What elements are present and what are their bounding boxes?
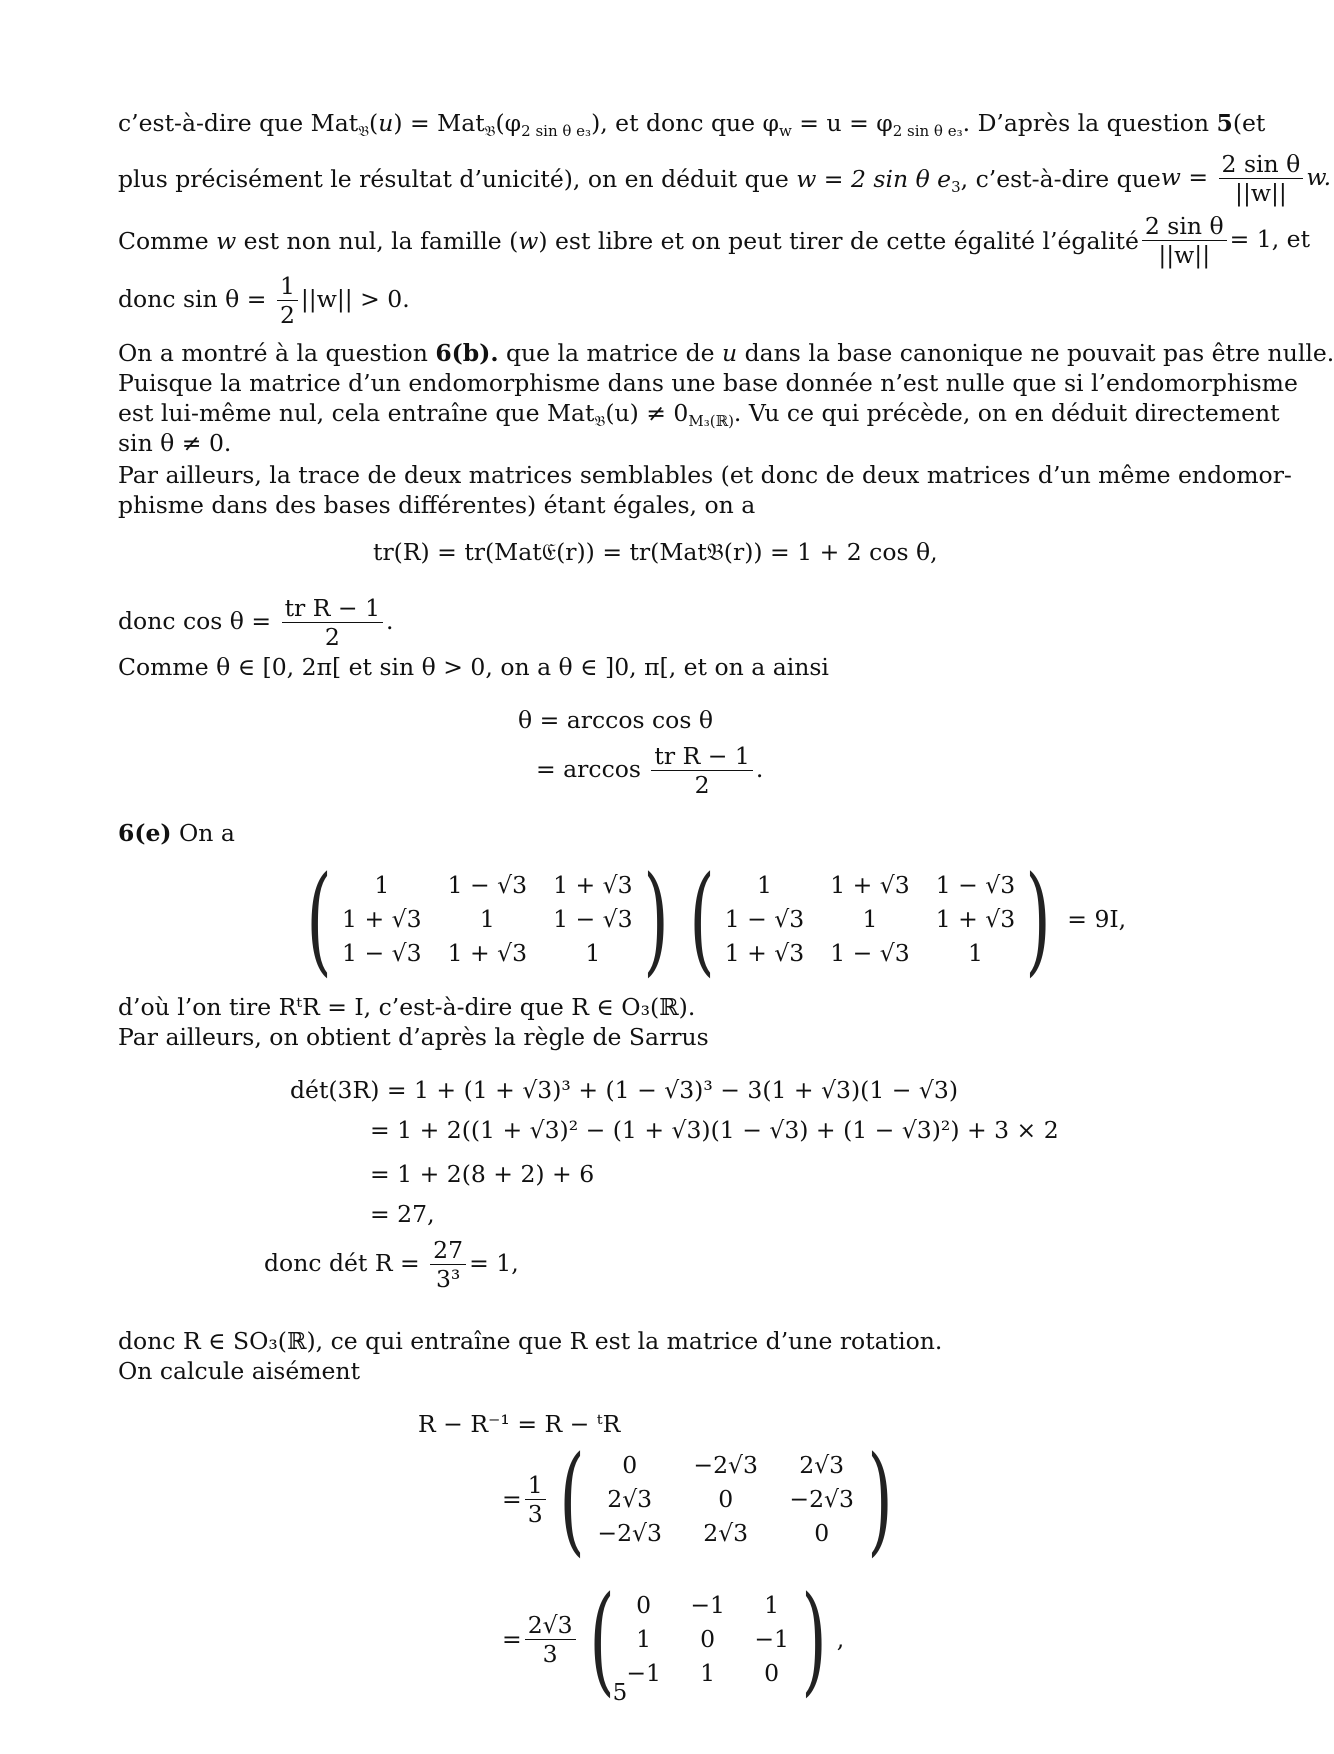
antisym-line-1: R − R⁻¹ = R − ᵗR: [418, 1410, 621, 1438]
det-line-4: = 27,: [370, 1200, 435, 1228]
page-number: 5: [612, 1680, 628, 1706]
matrix-cell: 0: [636, 1591, 652, 1619]
antisym-matrix-1-row: = $\frac{1}{3}$ ( 0 −2√3 2√3 2√3 0 −2√3 −2√3 2√3 0 ): [502, 1430, 893, 1568]
para1-line-1: On a montré à la question 6(b). que la matrice de u dans la base canonique ne pouvait pas être nulle.: [118, 339, 1334, 367]
after-product-line-1: d’où l’on tire RᵗR = I, c’est-à-dire que R ∈ O₃(ℝ).: [118, 993, 696, 1021]
det-line-1: dét(3R) = 1 + (1 + √3)³ + (1 − √3)³ − 3(1 + √3)(1 − √3): [290, 1076, 959, 1104]
matrix-cell: 0: [814, 1519, 830, 1547]
matrix-cell: 0: [700, 1625, 716, 1653]
question-ref-6e: 6(e): [118, 819, 172, 847]
matrix-cell: 1 + √3: [935, 905, 1016, 933]
after-product-line-2: Par ailleurs, on obtient d’après la règle de Sarrus: [118, 1023, 709, 1051]
trace-equation: tr(R) = tr(Mat𝔈(r)) = tr(Mat𝔅(r)) = 1 + 2 cos θ,: [373, 538, 938, 566]
antisym-matrix-2-row: = $\frac{2√3}{3}$ ( 0 −1 1 1 0 −1 −1 1 0 ) ,: [502, 1570, 845, 1708]
intro-line-3: Comme w est non nul, la famille (w) est libre et on peut tirer de cette égalité l’égalité $\frac{\text{2 sin θ}}{||w||}$ = 1, et: [118, 212, 1311, 269]
theta-eq-line-1: θ = arccos cos θ: [518, 706, 714, 734]
matrix-cell: 0: [718, 1485, 734, 1513]
matrix-cell: 1 − √3: [553, 905, 633, 933]
matrix-cell: 1 + √3: [830, 871, 910, 899]
para1-line-2: Puisque la matrice d’un endomorphisme dans une base donnée n’est nulle que si l’endomorphisme: [118, 369, 1298, 397]
para1-line-5: Par ailleurs, la trace de deux matrices semblables (et donc de deux matrices d’un même endomor-: [118, 461, 1292, 489]
fraction-2sin-over-norm-2: $\frac{\text{2 sin θ}}{||w||}$: [1142, 212, 1227, 269]
matrix-cell: 2√3: [799, 1451, 845, 1479]
matrix-cell: 1: [756, 871, 772, 899]
matrix-cell: −1: [626, 1659, 661, 1687]
fraction-one-half: $\frac{1}{2}$: [277, 272, 298, 329]
fraction-27-over-27: $\frac{27}{\text{3³}}$: [430, 1236, 466, 1293]
matrix-left: [342, 870, 633, 968]
theta-range-line: Comme θ ∈ [0, 2π[ et sin θ > 0, on a θ ∈ ]0, π[, et on a ainsi: [118, 653, 829, 681]
matrix-cell: 1 − √3: [447, 871, 528, 899]
matrix-cell: −2√3: [693, 1451, 758, 1479]
cos-line: donc cos θ = $\frac{\text{tr R − 1}}{2}$ .: [118, 594, 394, 651]
matrix-cell: −1: [690, 1591, 725, 1619]
matrix-cell: 1: [636, 1625, 652, 1653]
question-ref-6b: 6(b).: [435, 339, 499, 367]
fraction-one-third: $\frac{1}{3}$: [525, 1471, 546, 1528]
matrix-cell: 2√3: [607, 1485, 653, 1513]
matrix-cell: 1: [479, 905, 495, 933]
question-6e-heading: 6(e) On a: [118, 819, 235, 847]
matrix-product-result: = 9I,: [1067, 905, 1127, 933]
matrix-cell: 0: [764, 1659, 780, 1687]
para1-line-6: phisme dans des bases différentes) étant égales, on a: [118, 491, 756, 519]
matrix-cell: 1 − √3: [724, 905, 805, 933]
det-line-2: = 1 + 2((1 + √3)² − (1 + √3)(1 − √3) + (1 − √3)²) + 3 × 2: [370, 1116, 1059, 1144]
matrix-cell: 1 − √3: [342, 939, 422, 967]
matrix-cell: 2√3: [703, 1519, 749, 1547]
matrix-cell: 1: [862, 905, 878, 933]
theta-eq-line-2: = arccos $\frac{\text{tr R − 1}}{2}$ .: [536, 742, 764, 799]
fraction-trace-2: $\frac{\text{tr R − 1}}{2}$: [651, 742, 752, 799]
matrix-cell: 1: [764, 1591, 780, 1619]
matrix-product: ( 1 1 − √3 1 + √3 1 + √3 1 1 − √3 1 − √3 1 + √3 1 ) ( 1 1 + √3 1 − √3 1 − √3 1 1 + √3 1 + √3 1 − √3 1 ) = 9I,: [306, 850, 1127, 988]
det-line-3: = 1 + 2(8 + 2) + 6: [370, 1160, 595, 1188]
matrix-right: [725, 870, 1016, 968]
antisym-matrix-1: [595, 1450, 857, 1548]
para1-line-3: est lui-même nul, cela entraîne que $Mat_𝔅(u) \ne 0_{M_3(ℝ)}$. Vu ce qui précède, on en déduit directement: [118, 399, 1280, 430]
matrix-cell: 1: [374, 871, 390, 899]
matrix-cell: 1: [968, 939, 983, 967]
question-ref-5: 5: [1216, 109, 1233, 137]
matrix-cell: 1 + √3: [342, 905, 422, 933]
matrix-cell: −1: [754, 1625, 789, 1653]
antisym-matrix-2: [625, 1590, 791, 1688]
det-line-5: donc dét R = $\frac{27}{\text{3³}}$ = 1,: [264, 1236, 519, 1293]
para1-line-4: sin θ ≠ 0.: [118, 429, 232, 457]
matrix-cell: −2√3: [597, 1519, 662, 1547]
matrix-cell: 1: [700, 1659, 716, 1687]
intro-line-2: plus précisément le résultat d’unicité), on en déduit que w = 2 sin θ $e_3$, c’est-à-dire que w = $\frac{\text{2 sin θ}}{||w||}$ w.: [118, 150, 1332, 207]
intro-line-4: donc sin θ = $\frac{1}{2}$ ||w|| > 0.: [118, 272, 410, 329]
matrix-cell: 1 + √3: [724, 939, 805, 967]
fraction-trace: $\frac{\text{tr R − 1}}{2}$: [282, 594, 383, 651]
fraction-2sqrt3-over-3: $\frac{2√3}{3}$: [525, 1611, 576, 1668]
fraction-2sin-over-norm: $\frac{\text{2 sin θ}}{||w||}$: [1219, 150, 1304, 207]
matrix-cell: 0: [622, 1451, 638, 1479]
matrix-cell: 1 + √3: [447, 939, 528, 967]
matrix-cell: 1 − √3: [830, 939, 910, 967]
matrix-cell: 1: [585, 939, 601, 967]
matrix-cell: 1 − √3: [935, 871, 1016, 899]
intro-line-1: c’est-à-dire que $Mat_𝔅(u) = Mat_𝔅(\varphi_{2 sin \theta e_3})$, et donc que $\varphi_w = u = \varphi_{2 sin \theta e_3}$. D’après la question 5 (et: [118, 109, 1266, 140]
matrix-cell: 1 + √3: [553, 871, 633, 899]
conclusion-line-1: donc R ∈ SO₃(ℝ), ce qui entraîne que R est la matrice d’une rotation.: [118, 1327, 943, 1355]
matrix-cell: −2√3: [789, 1485, 854, 1513]
conclusion-line-2: On calcule aisément: [118, 1357, 361, 1385]
